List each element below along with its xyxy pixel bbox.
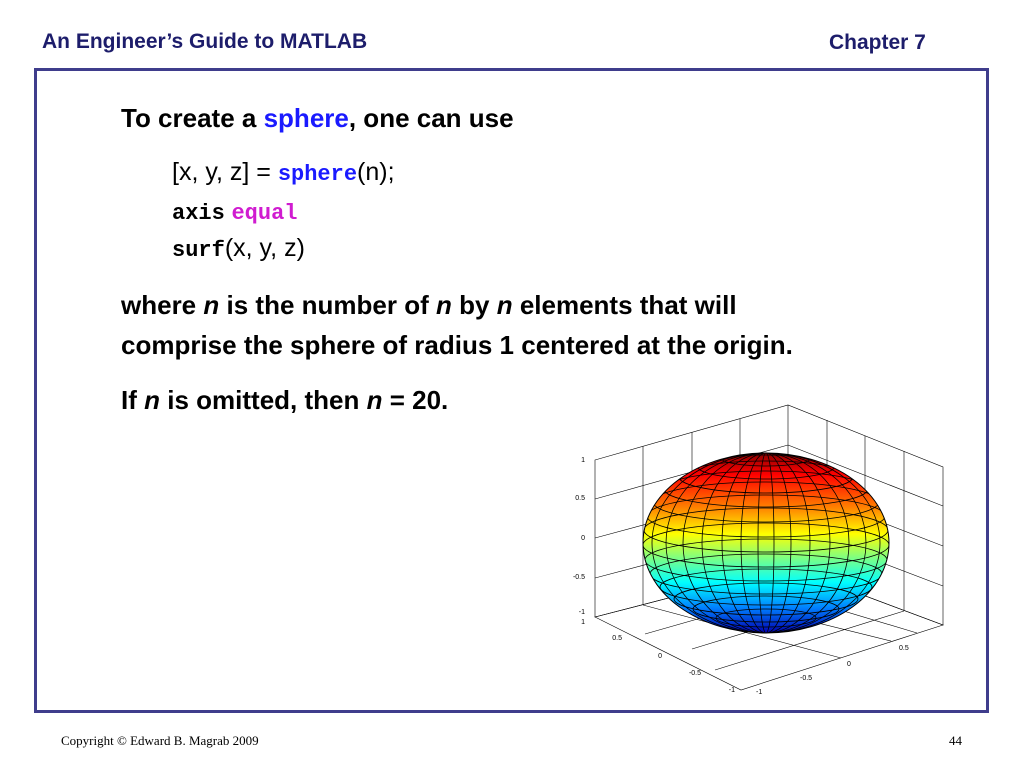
code-line1-prefix: [x, y, z] = <box>172 158 271 186</box>
code-line-1 <box>172 158 395 187</box>
code-line-2 <box>172 198 298 226</box>
intro-keyword: sphere <box>263 103 349 133</box>
code-equal-opt: equal <box>231 201 298 226</box>
book-title: An Engineer’s Guide to MATLAB <box>42 30 368 53</box>
variable-n: n <box>436 290 452 320</box>
explanation-text: elements that will <box>519 290 737 320</box>
sphere-surface <box>643 450 889 633</box>
code-surf-func: surf <box>172 238 225 263</box>
y-tick-label: -1 <box>728 687 735 694</box>
variable-n: n <box>144 385 161 415</box>
intro-suffix: , one can use <box>348 103 514 133</box>
variable-n: n <box>366 385 383 415</box>
variable-n: n <box>203 290 220 320</box>
z-tick-label: -1 <box>578 609 585 616</box>
z-tick-label: 1 <box>581 457 585 464</box>
intro-line <box>121 103 514 134</box>
x-tick-label: 0 <box>847 661 851 668</box>
explanation-text: is the number of <box>226 290 429 320</box>
explanation-text: If <box>121 385 137 415</box>
x-tick-label: 0.5 <box>899 645 909 652</box>
explanation-text: by <box>459 290 490 320</box>
code-line3-args: (x, y, z) <box>224 234 305 262</box>
chapter-label: Chapter 7 <box>829 31 926 54</box>
code-line1-args: (n); <box>357 158 395 186</box>
code-sphere-func: sphere <box>277 162 358 187</box>
code-axis-cmd: axis <box>172 201 225 226</box>
code-line-3 <box>172 234 305 263</box>
explanation-line-1 <box>121 290 737 321</box>
explanation-line-2: comprise the sphere of radius 1 centered at the origin. <box>121 330 793 360</box>
z-tick-label: -0.5 <box>572 574 585 581</box>
page-number: 44 <box>949 733 962 748</box>
y-tick-label: 1 <box>581 619 585 626</box>
sphere-surface-plot <box>555 400 965 705</box>
z-tick-label: 0 <box>581 535 585 542</box>
copyright-footer: Copyright © Edward B. Magrab 2009 <box>61 733 259 748</box>
y-tick-label: -0.5 <box>688 670 701 677</box>
y-tick-label: 0.5 <box>612 635 622 642</box>
variable-n: n <box>496 290 513 320</box>
explanation-text: is omitted, then <box>167 385 360 415</box>
x-tick-label: -1 <box>756 689 763 696</box>
explanation-line-3 <box>121 385 448 416</box>
explanation-text: = 20. <box>389 385 449 415</box>
explanation-text: where <box>121 290 197 320</box>
intro-prefix: To create a <box>121 103 257 133</box>
x-tick-label: -0.5 <box>800 675 813 682</box>
z-tick-label: 0.5 <box>575 495 585 502</box>
y-tick-label: 0 <box>658 653 662 660</box>
